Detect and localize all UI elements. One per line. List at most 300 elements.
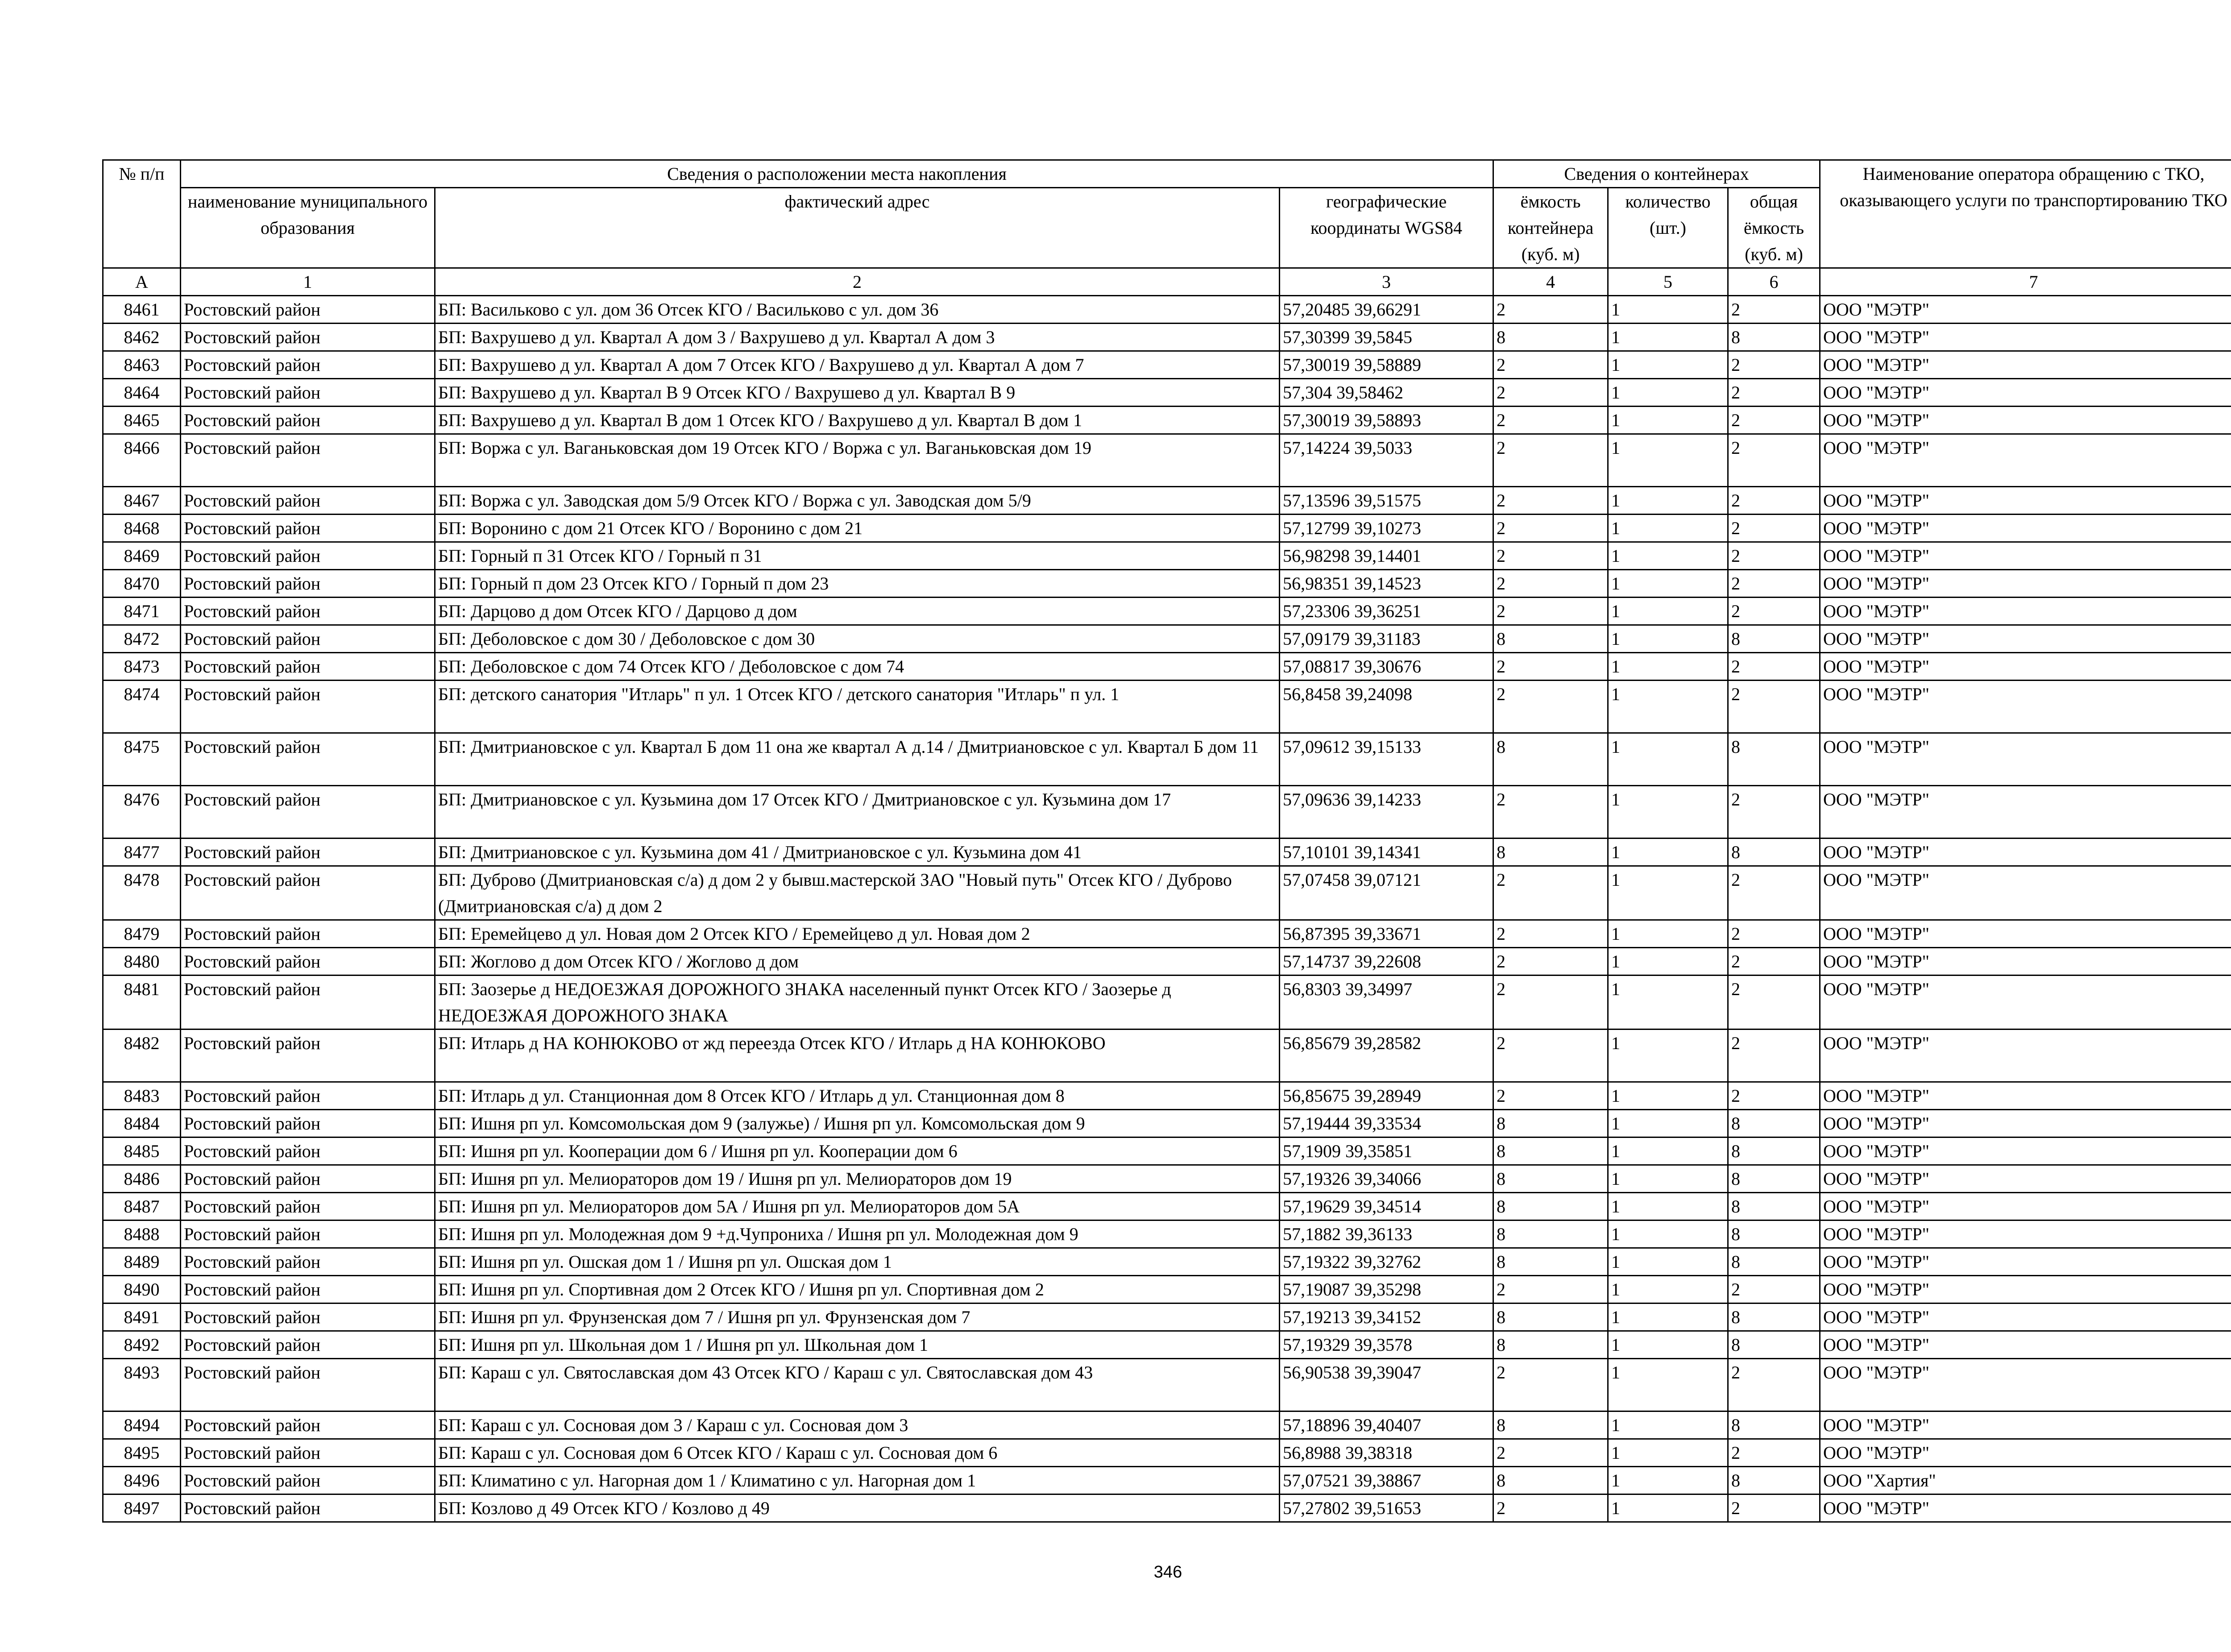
header-quantity: количество (шт.) [1608,188,1728,268]
column-index: 6 [1728,268,1820,296]
quantity-cell: 1 [1608,407,1728,434]
capacity-cell: 2 [1493,515,1608,542]
capacity-cell: 2 [1493,296,1608,324]
table-row [103,920,2231,948]
row-number: 8480 [103,948,181,975]
capacity-cell: 8 [1493,1467,1608,1494]
municipality-cell: Ростовский район [181,324,435,351]
capacity-cell: 2 [1493,487,1608,515]
table-row [103,379,2231,407]
table-row [103,1303,2231,1331]
table-row [103,653,2231,681]
header-number: № п/п [103,160,181,268]
table-row [103,681,2231,733]
operator-cell: ООО "МЭТР" [1820,681,2231,733]
quantity-cell: 1 [1608,1137,1728,1165]
row-number: 8476 [103,786,181,838]
operator-cell: ООО "МЭТР" [1820,434,2231,487]
operator-cell: ООО "МЭТР" [1820,324,2231,351]
address-cell: БП: Васильково с ул. дом 36 Отсек КГО / Васильково с ул. дом 36 [435,296,1280,324]
municipality-cell: Ростовский район [181,379,435,407]
row-number: 8479 [103,920,181,948]
table-row [103,1029,2231,1082]
address-cell: БП: Дмитриановское с ул. Квартал Б дом 11 она же квартал А д.14 / Дмитриановское с ул. Квартал Б дом 11 [435,733,1280,786]
capacity-cell: 8 [1493,324,1608,351]
row-number: 8477 [103,838,181,866]
coordinates-cell: 57,30399 39,5845 [1280,324,1493,351]
table-row [103,866,2231,920]
header-coordinates: географические координаты WGS84 [1280,188,1493,268]
municipality-cell: Ростовский район [181,570,435,598]
municipality-cell: Ростовский район [181,1082,435,1110]
column-index-row [103,268,2231,296]
quantity-cell: 1 [1608,542,1728,570]
coordinates-cell: 57,30019 39,58893 [1280,407,1493,434]
quantity-cell: 1 [1608,1165,1728,1193]
quantity-cell: 1 [1608,625,1728,653]
address-cell: БП: Ишня рп ул. Мелиораторов дом 5А / Ишня рп ул. Мелиораторов дом 5А [435,1193,1280,1220]
table-row [103,570,2231,598]
total-capacity-cell: 8 [1728,625,1820,653]
operator-cell: ООО "МЭТР" [1820,866,2231,920]
table-row [103,838,2231,866]
operator-cell: ООО "МЭТР" [1820,1082,2231,1110]
row-number: 8461 [103,296,181,324]
total-capacity-cell: 8 [1728,324,1820,351]
quantity-cell: 1 [1608,1248,1728,1276]
municipality-cell: Ростовский район [181,1029,435,1082]
operator-cell: ООО "МЭТР" [1820,570,2231,598]
total-capacity-cell: 2 [1728,1439,1820,1467]
coordinates-cell: 56,85675 39,28949 [1280,1082,1493,1110]
row-number: 8496 [103,1467,181,1494]
coordinates-cell: 57,27802 39,51653 [1280,1494,1493,1522]
operator-cell: ООО "МЭТР" [1820,1303,2231,1331]
operator-cell: ООО "МЭТР" [1820,1193,2231,1220]
quantity-cell: 1 [1608,653,1728,681]
row-number: 8465 [103,407,181,434]
address-cell: БП: Деболовское с дом 74 Отсек КГО / Деболовское с дом 74 [435,653,1280,681]
coordinates-cell: 56,8988 39,38318 [1280,1439,1493,1467]
table-row [103,948,2231,975]
operator-cell: ООО "МЭТР" [1820,1276,2231,1303]
municipality-cell: Ростовский район [181,1411,435,1439]
coordinates-cell: 57,1909 39,35851 [1280,1137,1493,1165]
total-capacity-cell: 2 [1728,1494,1820,1522]
column-index: 2 [435,268,1280,296]
address-cell: БП: Дмитриановское с ул. Кузьмина дом 41 / Дмитриановское с ул. Кузьмина дом 41 [435,838,1280,866]
capacity-cell: 2 [1493,542,1608,570]
total-capacity-cell: 2 [1728,786,1820,838]
total-capacity-cell: 2 [1728,542,1820,570]
municipality-cell: Ростовский район [181,866,435,920]
coordinates-cell: 57,19213 39,34152 [1280,1303,1493,1331]
total-capacity-cell: 2 [1728,1276,1820,1303]
quantity-cell: 1 [1608,838,1728,866]
quantity-cell: 1 [1608,1467,1728,1494]
coordinates-cell: 57,09179 39,31183 [1280,625,1493,653]
quantity-cell: 1 [1608,681,1728,733]
operator-cell: ООО "МЭТР" [1820,598,2231,625]
header-location-group: Сведения о расположении места накопления [181,160,1493,188]
address-cell: БП: Воржа с ул. Ваганьковская дом 19 Отсек КГО / Воржа с ул. Ваганьковская дом 19 [435,434,1280,487]
address-cell: БП: Ишня рп ул. Фрунзенская дом 7 / Ишня рп ул. Фрунзенская дом 7 [435,1303,1280,1331]
operator-cell: ООО "МЭТР" [1820,625,2231,653]
total-capacity-cell: 8 [1728,1248,1820,1276]
municipality-cell: Ростовский район [181,487,435,515]
coordinates-cell: 57,13596 39,51575 [1280,487,1493,515]
column-index: А [103,268,181,296]
table-row [103,1331,2231,1359]
row-number: 8494 [103,1411,181,1439]
municipality-cell: Ростовский район [181,434,435,487]
coordinates-cell: 57,20485 39,66291 [1280,296,1493,324]
table-row [103,598,2231,625]
table-row [103,1467,2231,1494]
total-capacity-cell: 2 [1728,1359,1820,1411]
coordinates-cell: 57,14737 39,22608 [1280,948,1493,975]
capacity-cell: 2 [1493,1276,1608,1303]
quantity-cell: 1 [1608,1411,1728,1439]
table-row [103,407,2231,434]
row-number: 8489 [103,1248,181,1276]
row-number: 8483 [103,1082,181,1110]
address-cell: БП: Вахрушево д ул. Квартал А дом 3 / Вахрушево д ул. Квартал А дом 3 [435,324,1280,351]
coordinates-cell: 57,304 39,58462 [1280,379,1493,407]
quantity-cell: 1 [1608,296,1728,324]
address-cell: БП: Ишня рп ул. Комсомольская дом 9 (залужье) / Ишня рп ул. Комсомольская дом 9 [435,1110,1280,1137]
total-capacity-cell: 2 [1728,1029,1820,1082]
row-number: 8495 [103,1439,181,1467]
quantity-cell: 1 [1608,487,1728,515]
column-index: 1 [181,268,435,296]
operator-cell: ООО "МЭТР" [1820,733,2231,786]
total-capacity-cell: 2 [1728,379,1820,407]
quantity-cell: 1 [1608,1303,1728,1331]
total-capacity-cell: 2 [1728,975,1820,1029]
capacity-cell: 2 [1493,1029,1608,1082]
capacity-cell: 2 [1493,379,1608,407]
address-cell: БП: Вахрушево д ул. Квартал А дом 7 Отсек КГО / Вахрушево д ул. Квартал А дом 7 [435,351,1280,379]
capacity-cell: 2 [1493,434,1608,487]
row-number: 8462 [103,324,181,351]
capacity-cell: 2 [1493,920,1608,948]
quantity-cell: 1 [1608,1276,1728,1303]
row-number: 8484 [103,1110,181,1137]
total-capacity-cell: 8 [1728,733,1820,786]
row-number: 8493 [103,1359,181,1411]
address-cell: БП: Караш с ул. Сосновая дом 6 Отсек КГО / Караш с ул. Сосновая дом 6 [435,1439,1280,1467]
municipality-cell: Ростовский район [181,1303,435,1331]
coordinates-cell: 57,10101 39,14341 [1280,838,1493,866]
address-cell: БП: Ишня рп ул. Ошская дом 1 / Ишня рп ул. Ошская дом 1 [435,1248,1280,1276]
capacity-cell: 2 [1493,866,1608,920]
capacity-cell: 8 [1493,1137,1608,1165]
capacity-cell: 8 [1493,1110,1608,1137]
address-cell: БП: Дуброво (Дмитриановская с/а) д дом 2 у бывш.мастерской ЗАО "Новый путь" Отсек КГО / Дуброво (Дмитриановская с/а) д дом 2 [435,866,1280,920]
total-capacity-cell: 8 [1728,1467,1820,1494]
municipality-cell: Ростовский район [181,296,435,324]
table-row [103,786,2231,838]
operator-cell: ООО "МЭТР" [1820,1331,2231,1359]
row-number: 8463 [103,351,181,379]
address-cell: БП: Дарцово д дом Отсек КГО / Дарцово д дом [435,598,1280,625]
total-capacity-cell: 2 [1728,1082,1820,1110]
header-address: фактический адрес [435,188,1280,268]
column-index: 3 [1280,268,1493,296]
row-number: 8481 [103,975,181,1029]
operator-cell: ООО "МЭТР" [1820,296,2231,324]
total-capacity-cell: 2 [1728,948,1820,975]
table-row [103,1411,2231,1439]
total-capacity-cell: 8 [1728,1220,1820,1248]
capacity-cell: 2 [1493,570,1608,598]
address-cell: БП: Вахрушево д ул. Квартал В дом 1 Отсек КГО / Вахрушево д ул. Квартал В дом 1 [435,407,1280,434]
address-cell: БП: Караш с ул. Сосновая дом 3 / Караш с ул. Сосновая дом 3 [435,1411,1280,1439]
operator-cell: ООО "МЭТР" [1820,1411,2231,1439]
address-cell: БП: детского санатория "Итларь" п ул. 1 Отсек КГО / детского санатория "Итларь" п ул. 1 [435,681,1280,733]
operator-cell: ООО "МЭТР" [1820,1029,2231,1082]
quantity-cell: 1 [1608,515,1728,542]
address-cell: БП: Жоглово д дом Отсек КГО / Жоглово д дом [435,948,1280,975]
coordinates-cell: 57,19629 39,34514 [1280,1193,1493,1220]
address-cell: БП: Дмитриановское с ул. Кузьмина дом 17 Отсек КГО / Дмитриановское с ул. Кузьмина дом 17 [435,786,1280,838]
capacity-cell: 2 [1493,1082,1608,1110]
table-row [103,324,2231,351]
capacity-cell: 8 [1493,1411,1608,1439]
quantity-cell: 1 [1608,1193,1728,1220]
quantity-cell: 1 [1608,1110,1728,1137]
quantity-cell: 1 [1608,1029,1728,1082]
coordinates-cell: 57,19329 39,3578 [1280,1331,1493,1359]
address-cell: БП: Ишня рп ул. Молодежная дом 9 +д.Чупрониха / Ишня рп ул. Молодежная дом 9 [435,1220,1280,1248]
coordinates-cell: 57,19087 39,35298 [1280,1276,1493,1303]
coordinates-cell: 57,08817 39,30676 [1280,653,1493,681]
capacity-cell: 2 [1493,681,1608,733]
table-row [103,1248,2231,1276]
operator-cell: ООО "МЭТР" [1820,1248,2231,1276]
address-cell: БП: Козлово д 49 Отсек КГО / Козлово д 49 [435,1494,1280,1522]
header-operator: Наименование оператора обращению с ТКО, оказывающего услуги по транспортированию ТКО [1820,160,2231,268]
quantity-cell: 1 [1608,975,1728,1029]
waste-sites-table [102,159,2231,1523]
capacity-cell: 2 [1493,598,1608,625]
municipality-cell: Ростовский район [181,625,435,653]
address-cell: БП: Заозерье д НЕДОЕЗЖАЯ ДОРОЖНОГО ЗНАКА населенный пункт Отсек КГО / Заозерье д НЕДОЕЗЖАЯ ДОРОЖНОГО ЗНАКА [435,975,1280,1029]
row-number: 8471 [103,598,181,625]
capacity-cell: 2 [1493,975,1608,1029]
quantity-cell: 1 [1608,434,1728,487]
table-row [103,1110,2231,1137]
total-capacity-cell: 2 [1728,866,1820,920]
coordinates-cell: 57,1882 39,36133 [1280,1220,1493,1248]
total-capacity-cell: 2 [1728,407,1820,434]
operator-cell: ООО "МЭТР" [1820,1494,2231,1522]
capacity-cell: 8 [1493,1331,1608,1359]
table-row [103,542,2231,570]
coordinates-cell: 56,85679 39,28582 [1280,1029,1493,1082]
row-number: 8497 [103,1494,181,1522]
total-capacity-cell: 2 [1728,487,1820,515]
municipality-cell: Ростовский район [181,1467,435,1494]
coordinates-cell: 57,18896 39,40407 [1280,1411,1493,1439]
total-capacity-cell: 2 [1728,351,1820,379]
total-capacity-cell: 8 [1728,1411,1820,1439]
coordinates-cell: 57,09612 39,15133 [1280,733,1493,786]
municipality-cell: Ростовский район [181,1110,435,1137]
municipality-cell: Ростовский район [181,948,435,975]
row-number: 8492 [103,1331,181,1359]
total-capacity-cell: 8 [1728,1137,1820,1165]
quantity-cell: 1 [1608,598,1728,625]
row-number: 8474 [103,681,181,733]
total-capacity-cell: 2 [1728,434,1820,487]
coordinates-cell: 56,98298 39,14401 [1280,542,1493,570]
row-number: 8487 [103,1193,181,1220]
quantity-cell: 1 [1608,948,1728,975]
quantity-cell: 1 [1608,1359,1728,1411]
total-capacity-cell: 8 [1728,1193,1820,1220]
capacity-cell: 2 [1493,948,1608,975]
total-capacity-cell: 2 [1728,570,1820,598]
row-number: 8472 [103,625,181,653]
operator-cell: ООО "МЭТР" [1820,1110,2231,1137]
municipality-cell: Ростовский район [181,1439,435,1467]
table-row [103,296,2231,324]
coordinates-cell: 56,8303 39,34997 [1280,975,1493,1029]
address-cell: БП: Ишня рп ул. Школьная дом 1 / Ишня рп ул. Школьная дом 1 [435,1331,1280,1359]
table-row [103,1439,2231,1467]
row-number: 8486 [103,1165,181,1193]
row-number: 8468 [103,515,181,542]
municipality-cell: Ростовский район [181,515,435,542]
total-capacity-cell: 8 [1728,1303,1820,1331]
municipality-cell: Ростовский район [181,1359,435,1411]
row-number: 8464 [103,379,181,407]
operator-cell: ООО "МЭТР" [1820,487,2231,515]
municipality-cell: Ростовский район [181,653,435,681]
row-number: 8473 [103,653,181,681]
operator-cell: ООО "МЭТР" [1820,1359,2231,1411]
table-row [103,975,2231,1029]
row-number: 8469 [103,542,181,570]
row-number: 8470 [103,570,181,598]
total-capacity-cell: 8 [1728,838,1820,866]
address-cell: БП: Вахрушево д ул. Квартал В 9 Отсек КГО / Вахрушево д ул. Квартал В 9 [435,379,1280,407]
municipality-cell: Ростовский район [181,681,435,733]
municipality-cell: Ростовский район [181,1220,435,1248]
capacity-cell: 2 [1493,653,1608,681]
quantity-cell: 1 [1608,1439,1728,1467]
total-capacity-cell: 2 [1728,296,1820,324]
operator-cell: ООО "МЭТР" [1820,1165,2231,1193]
capacity-cell: 8 [1493,733,1608,786]
address-cell: БП: Итларь д ул. Станционная дом 8 Отсек КГО / Итларь д ул. Станционная дом 8 [435,1082,1280,1110]
address-cell: БП: Климатино с ул. Нагорная дом 1 / Климатино с ул. Нагорная дом 1 [435,1467,1280,1494]
capacity-cell: 8 [1493,1248,1608,1276]
operator-cell: ООО "МЭТР" [1820,515,2231,542]
row-number: 8478 [103,866,181,920]
coordinates-cell: 57,09636 39,14233 [1280,786,1493,838]
operator-cell: ООО "МЭТР" [1820,1439,2231,1467]
table-row [103,1082,2231,1110]
municipality-cell: Ростовский район [181,838,435,866]
address-cell: БП: Ишня рп ул. Мелиораторов дом 19 / Ишня рп ул. Мелиораторов дом 19 [435,1165,1280,1193]
table-row [103,1137,2231,1165]
header-containers-group: Сведения о контейнерах [1493,160,1820,188]
row-number: 8482 [103,1029,181,1082]
municipality-cell: Ростовский район [181,1165,435,1193]
municipality-cell: Ростовский район [181,1331,435,1359]
operator-cell: ООО "МЭТР" [1820,920,2231,948]
column-index: 5 [1608,268,1728,296]
total-capacity-cell: 8 [1728,1331,1820,1359]
operator-cell: ООО "МЭТР" [1820,948,2231,975]
operator-cell: ООО "МЭТР" [1820,542,2231,570]
capacity-cell: 2 [1493,351,1608,379]
total-capacity-cell: 8 [1728,1165,1820,1193]
municipality-cell: Ростовский район [181,1193,435,1220]
municipality-cell: Ростовский район [181,351,435,379]
table-row [103,515,2231,542]
quantity-cell: 1 [1608,1220,1728,1248]
coordinates-cell: 57,12799 39,10273 [1280,515,1493,542]
operator-cell: ООО "МЭТР" [1820,379,2231,407]
municipality-cell: Ростовский район [181,920,435,948]
municipality-cell: Ростовский район [181,1137,435,1165]
row-number: 8491 [103,1303,181,1331]
header-total-capacity: общая ёмкость (куб. м) [1728,188,1820,268]
quantity-cell: 1 [1608,786,1728,838]
municipality-cell: Ростовский район [181,786,435,838]
coordinates-cell: 57,19326 39,34066 [1280,1165,1493,1193]
address-cell: БП: Караш с ул. Святославская дом 43 Отсек КГО / Караш с ул. Святославская дом 43 [435,1359,1280,1411]
row-number: 8467 [103,487,181,515]
operator-cell: ООО "Хартия" [1820,1467,2231,1494]
coordinates-cell: 56,90538 39,39047 [1280,1359,1493,1411]
coordinates-cell: 57,19444 39,33534 [1280,1110,1493,1137]
quantity-cell: 1 [1608,866,1728,920]
address-cell: БП: Еремейцево д ул. Новая дом 2 Отсек КГО / Еремейцево д ул. Новая дом 2 [435,920,1280,948]
municipality-cell: Ростовский район [181,1248,435,1276]
address-cell: БП: Воронино с дом 21 Отсек КГО / Воронино с дом 21 [435,515,1280,542]
coordinates-cell: 57,14224 39,5033 [1280,434,1493,487]
total-capacity-cell: 2 [1728,681,1820,733]
quantity-cell: 1 [1608,920,1728,948]
table-row [103,487,2231,515]
address-cell: БП: Ишня рп ул. Кооперации дом 6 / Ишня рп ул. Кооперации дом 6 [435,1137,1280,1165]
row-number: 8466 [103,434,181,487]
capacity-cell: 2 [1493,1494,1608,1522]
municipality-cell: Ростовский район [181,1276,435,1303]
capacity-cell: 2 [1493,407,1608,434]
quantity-cell: 1 [1608,1494,1728,1522]
capacity-cell: 8 [1493,1220,1608,1248]
operator-cell: ООО "МЭТР" [1820,351,2231,379]
coordinates-cell: 56,87395 39,33671 [1280,920,1493,948]
capacity-cell: 8 [1493,625,1608,653]
quantity-cell: 1 [1608,351,1728,379]
capacity-cell: 8 [1493,1303,1608,1331]
capacity-cell: 8 [1493,1193,1608,1220]
table-row [103,1276,2231,1303]
capacity-cell: 2 [1493,1439,1608,1467]
header-capacity: ёмкость контейнера (куб. м) [1493,188,1608,268]
coordinates-cell: 57,19322 39,32762 [1280,1248,1493,1276]
capacity-cell: 8 [1493,1165,1608,1193]
municipality-cell: Ростовский район [181,542,435,570]
quantity-cell: 1 [1608,324,1728,351]
